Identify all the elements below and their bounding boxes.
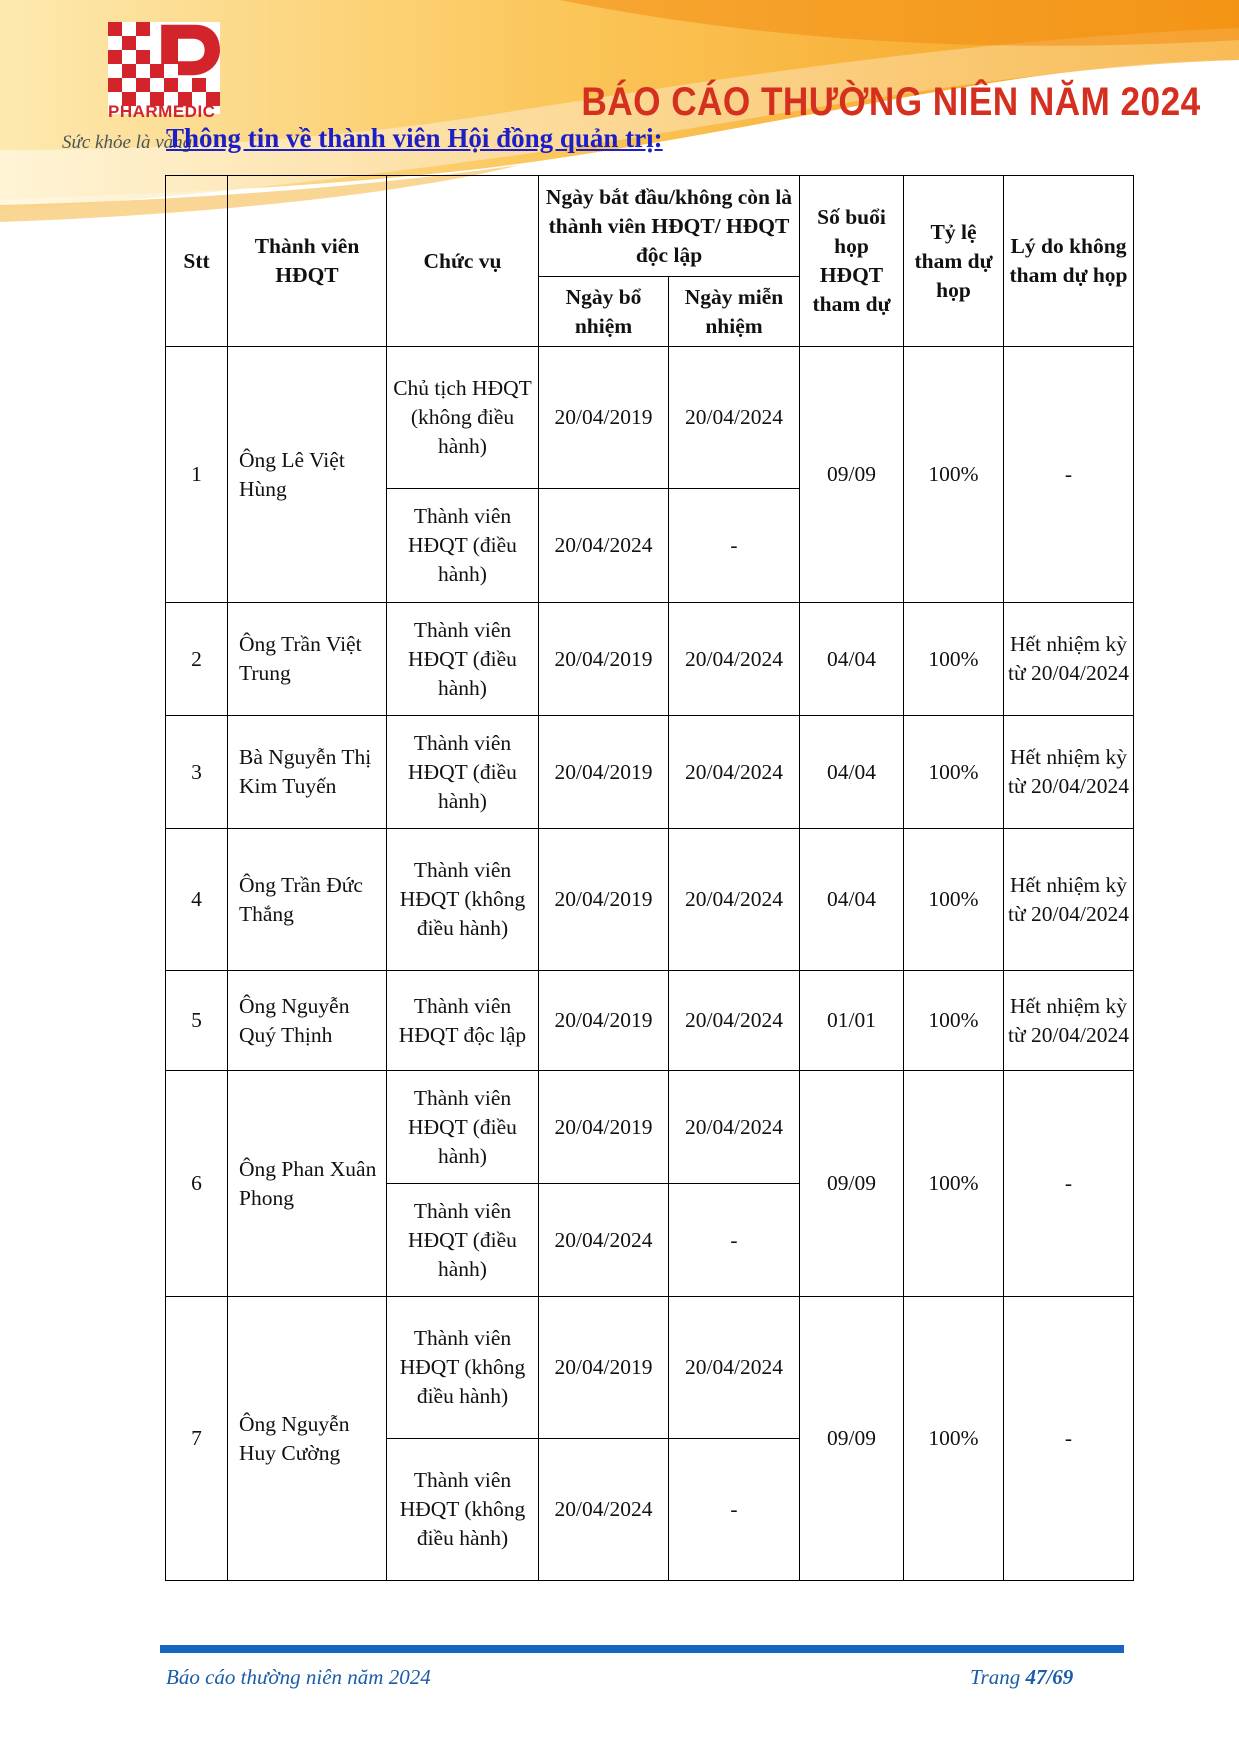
cell-reason: -: [1004, 347, 1134, 603]
cell-member-name: Ông Trần Việt Trung: [228, 603, 387, 716]
cell-member-name: Bà Nguyễn Thị Kim Tuyến: [228, 716, 387, 829]
brand-name: PHARMEDIC: [108, 102, 216, 121]
cell-appointed: 20/04/2019: [539, 1297, 669, 1439]
pharmedic-logo: [108, 22, 220, 114]
section-title: Thông tin về thành viên Hội đồng quản trị:: [166, 123, 663, 153]
cell-stt: 1: [166, 347, 228, 603]
header-appointed: Ngày bổ nhiệm: [539, 277, 669, 347]
cell-member-name: Ông Nguyễn Quý Thịnh: [228, 971, 387, 1071]
table-row: [166, 347, 1134, 489]
header-dismissed: Ngày miễn nhiệm: [669, 277, 800, 347]
cell-dismissed: 20/04/2024: [669, 971, 800, 1071]
cell-position: Thành viên HĐQT độc lập: [387, 971, 539, 1071]
cell-stt: 2: [166, 603, 228, 716]
cell-meetings: 09/09: [800, 1297, 904, 1581]
cell-appointed: 20/04/2019: [539, 971, 669, 1071]
cell-rate: 100%: [904, 1071, 1004, 1297]
cell-appointed: 20/04/2024: [539, 1184, 669, 1297]
cell-position: Thành viên HĐQT (điều hành): [387, 1071, 539, 1184]
brand-slogan: Sức khỏe là vàng: [62, 132, 193, 153]
table-row: [166, 1297, 1134, 1439]
cell-appointed: 20/04/2019: [539, 716, 669, 829]
cell-appointed: 20/04/2019: [539, 1071, 669, 1184]
header-member: Thành viên HĐQT: [228, 176, 387, 347]
footer-page-label: Trang: [970, 1665, 1021, 1689]
cell-stt: 4: [166, 829, 228, 971]
cell-dismissed: 20/04/2024: [669, 1071, 800, 1184]
cell-dismissed: 20/04/2024: [669, 603, 800, 716]
header-stt: Stt: [166, 176, 228, 347]
cell-member-name: Ông Nguyễn Huy Cường: [228, 1297, 387, 1581]
cell-appointed: 20/04/2019: [539, 829, 669, 971]
cell-stt: 7: [166, 1297, 228, 1581]
cell-reason: -: [1004, 1071, 1134, 1297]
cell-dismissed: 20/04/2024: [669, 1297, 800, 1439]
cell-dismissed: -: [669, 489, 800, 603]
table-row: [166, 716, 1134, 829]
header-position: Chức vụ: [387, 176, 539, 347]
cell-stt: 3: [166, 716, 228, 829]
cell-dismissed: 20/04/2024: [669, 347, 800, 489]
cell-meetings: 04/04: [800, 829, 904, 971]
cell-meetings: 01/01: [800, 971, 904, 1071]
header-rate: Tỷ lệ tham dự họp: [904, 176, 1004, 347]
cell-member-name: Ông Trần Đức Thắng: [228, 829, 387, 971]
cell-meetings: 04/04: [800, 603, 904, 716]
cell-stt: 5: [166, 971, 228, 1071]
cell-stt: 6: [166, 1071, 228, 1297]
table-row: [166, 971, 1134, 1071]
cell-position: Thành viên HĐQT (điều hành): [387, 716, 539, 829]
table-row: [166, 603, 1134, 716]
cell-position: Thành viên HĐQT (không điều hành): [387, 1439, 539, 1581]
header-meetings: Số buổi họp HĐQT tham dự: [800, 176, 904, 347]
cell-member-name: Ông Phan Xuân Phong: [228, 1071, 387, 1297]
cell-reason: -: [1004, 1297, 1134, 1581]
cell-position: Chủ tịch HĐQT (không điều hành): [387, 347, 539, 489]
cell-position: Thành viên HĐQT (không điều hành): [387, 829, 539, 971]
table-row: [166, 1071, 1134, 1184]
cell-meetings: 04/04: [800, 716, 904, 829]
report-title: BÁO CÁO THƯỜNG NIÊN NĂM 2024: [581, 80, 1201, 124]
cell-rate: 100%: [904, 347, 1004, 603]
cell-rate: 100%: [904, 971, 1004, 1071]
table-row: [166, 829, 1134, 971]
cell-member-name: Ông Lê Việt Hùng: [228, 347, 387, 603]
cell-dismissed: -: [669, 1439, 800, 1581]
cell-meetings: 09/09: [800, 347, 904, 603]
cell-appointed: 20/04/2019: [539, 347, 669, 489]
footer-page-number: [970, 1665, 1073, 1690]
cell-rate: 100%: [904, 1297, 1004, 1581]
cell-position: Thành viên HĐQT (điều hành): [387, 489, 539, 603]
cell-appointed: 20/04/2019: [539, 603, 669, 716]
board-members-table: [165, 175, 1134, 1581]
cell-reason: Hết nhiệm kỳ từ 20/04/2024: [1004, 971, 1134, 1071]
footer-page-value: 47/69: [1025, 1665, 1074, 1689]
cell-appointed: 20/04/2024: [539, 489, 669, 603]
cell-meetings: 09/09: [800, 1071, 904, 1297]
cell-dismissed: 20/04/2024: [669, 829, 800, 971]
cell-rate: 100%: [904, 603, 1004, 716]
cell-position: Thành viên HĐQT (điều hành): [387, 603, 539, 716]
header-dates-group: Ngày bắt đầu/không còn là thành viên HĐQT/ HĐQT độc lập: [539, 176, 800, 277]
cell-dismissed: 20/04/2024: [669, 716, 800, 829]
footer-divider: [160, 1645, 1124, 1653]
header-reason: Lý do không tham dự họp: [1004, 176, 1134, 347]
cell-rate: 100%: [904, 829, 1004, 971]
cell-position: Thành viên HĐQT (điều hành): [387, 1184, 539, 1297]
cell-reason: Hết nhiệm kỳ từ 20/04/2024: [1004, 603, 1134, 716]
footer-report-name: Báo cáo thường niên năm 2024: [166, 1665, 431, 1689]
cell-rate: 100%: [904, 716, 1004, 829]
cell-dismissed: -: [669, 1184, 800, 1297]
cell-reason: Hết nhiệm kỳ từ 20/04/2024: [1004, 829, 1134, 971]
cell-appointed: 20/04/2024: [539, 1439, 669, 1581]
cell-position: Thành viên HĐQT (không điều hành): [387, 1297, 539, 1439]
cell-reason: Hết nhiệm kỳ từ 20/04/2024: [1004, 716, 1134, 829]
